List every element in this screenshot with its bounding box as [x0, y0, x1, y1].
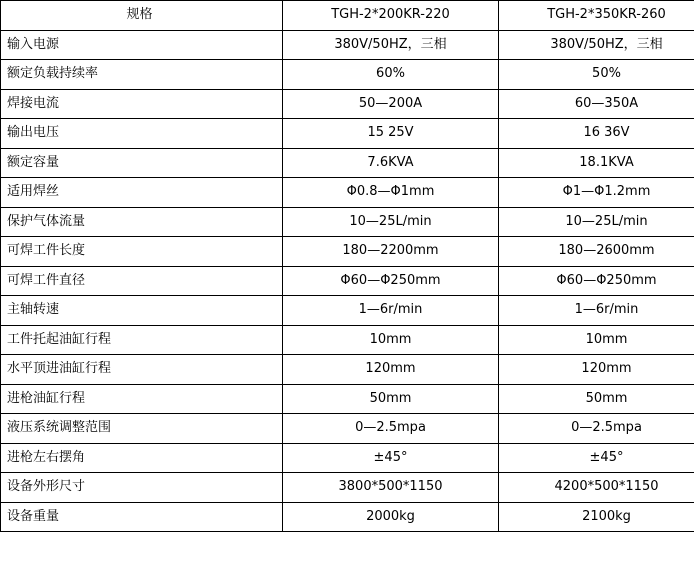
row-value-model-2: ±45° — [499, 443, 694, 473]
row-value-model-1: 2000kg — [283, 502, 499, 532]
row-value-model-1: 15 25V — [283, 119, 499, 149]
row-value-model-1: 180—2200mm — [283, 237, 499, 267]
row-value-model-2: 18.1KVA — [499, 148, 694, 178]
row-value-model-2: 180—2600mm — [499, 237, 694, 267]
row-value-model-2: Φ60—Φ250mm — [499, 266, 694, 296]
row-label: 进枪左右摆角 — [1, 443, 283, 473]
table-row — [1, 237, 694, 267]
row-value-model-2: 0—2.5mpa — [499, 414, 694, 444]
row-value-model-2: Φ1—Φ1.2mm — [499, 178, 694, 208]
row-label: 额定负载持续率 — [1, 60, 283, 90]
table-row — [1, 502, 694, 532]
row-value-model-1: 10mm — [283, 325, 499, 355]
table-row — [1, 178, 694, 208]
table-row — [1, 148, 694, 178]
row-label: 水平顶进油缸行程 — [1, 355, 283, 385]
row-value-model-2: 10—25L/min — [499, 207, 694, 237]
table-row — [1, 296, 694, 326]
row-value-model-2: 16 36V — [499, 119, 694, 149]
row-value-model-2: 380V/50HZ，三相 — [499, 30, 694, 60]
row-value-model-1: 50mm — [283, 384, 499, 414]
row-value-model-2: 10mm — [499, 325, 694, 355]
row-value-model-1: 120mm — [283, 355, 499, 385]
table-row — [1, 443, 694, 473]
row-value-model-1: Φ60—Φ250mm — [283, 266, 499, 296]
header-cell-model-1: TGH-2*200KR-220 — [283, 1, 499, 31]
row-value-model-2: 60—350A — [499, 89, 694, 119]
table-row — [1, 89, 694, 119]
row-label: 工件托起油缸行程 — [1, 325, 283, 355]
row-label: 进枪油缸行程 — [1, 384, 283, 414]
row-label: 液压系统调整范围 — [1, 414, 283, 444]
row-value-model-1: Φ0.8—Φ1mm — [283, 178, 499, 208]
row-value-model-1: 10—25L/min — [283, 207, 499, 237]
row-label: 可焊工件长度 — [1, 237, 283, 267]
row-label: 可焊工件直径 — [1, 266, 283, 296]
row-label: 焊接电流 — [1, 89, 283, 119]
table-row — [1, 325, 694, 355]
row-label: 保护气体流量 — [1, 207, 283, 237]
table-row — [1, 207, 694, 237]
row-label: 设备重量 — [1, 502, 283, 532]
table-row — [1, 473, 694, 503]
row-label: 适用焊丝 — [1, 178, 283, 208]
row-value-model-1: 7.6KVA — [283, 148, 499, 178]
row-label: 主轴转速 — [1, 296, 283, 326]
header-cell-spec: 规格 — [1, 1, 283, 31]
row-value-model-2: 4200*500*1150 — [499, 473, 694, 503]
table-row — [1, 384, 694, 414]
row-value-model-1: 0—2.5mpa — [283, 414, 499, 444]
table-body — [1, 1, 694, 532]
row-label: 输出电压 — [1, 119, 283, 149]
table-row — [1, 414, 694, 444]
row-value-model-2: 1—6r/min — [499, 296, 694, 326]
row-label: 输入电源 — [1, 30, 283, 60]
table-row — [1, 30, 694, 60]
table-row — [1, 119, 694, 149]
row-value-model-2: 2100kg — [499, 502, 694, 532]
row-value-model-1: 1—6r/min — [283, 296, 499, 326]
row-value-model-1: 50—200A — [283, 89, 499, 119]
row-value-model-2: 50% — [499, 60, 694, 90]
row-value-model-1: 60% — [283, 60, 499, 90]
row-value-model-2: 50mm — [499, 384, 694, 414]
header-cell-model-2: TGH-2*350KR-260 — [499, 1, 694, 31]
row-label: 设备外形尺寸 — [1, 473, 283, 503]
table-header-row — [1, 1, 694, 31]
table-row — [1, 266, 694, 296]
row-value-model-1: ±45° — [283, 443, 499, 473]
table-row — [1, 355, 694, 385]
table-row — [1, 60, 694, 90]
row-value-model-1: 3800*500*1150 — [283, 473, 499, 503]
row-label: 额定容量 — [1, 148, 283, 178]
row-value-model-2: 120mm — [499, 355, 694, 385]
row-value-model-1: 380V/50HZ，三相 — [283, 30, 499, 60]
